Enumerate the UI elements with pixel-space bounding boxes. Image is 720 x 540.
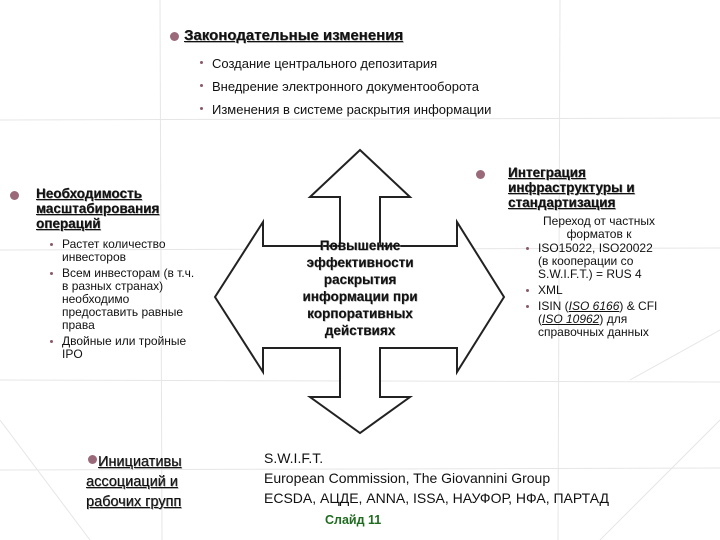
- center-text: Повышение эффективности раскрытия информации при корпоративных действиях: [302, 238, 418, 338]
- participant-line: S.W.I.F.T.: [264, 450, 324, 466]
- list-item: Изменения в системе раскрытия информации: [196, 98, 491, 121]
- list-item: Внедрение электронного документооборота: [196, 75, 491, 98]
- bottom-heading-bullet: [88, 455, 97, 464]
- participants: [264, 448, 714, 508]
- top-heading: Законодательные изменения: [184, 27, 404, 44]
- list-item: Создание центрального депозитария: [196, 52, 491, 75]
- top-list: [196, 52, 491, 121]
- right-intro: Переход от частных форматов к: [543, 214, 655, 241]
- participant-line: European Commission, The Giovannini Group: [264, 470, 551, 486]
- left-list: [46, 238, 236, 361]
- bottom-heading: Инициативы ассоциаций и рабочих групп: [86, 454, 182, 510]
- right-list: [522, 242, 712, 339]
- list-item: Двойные или тройные IPO: [46, 335, 236, 361]
- list-item: Растет количество инвесторов: [46, 238, 236, 264]
- list-item: ISO15022, ISO20022 (в кооперации со S.W.I.F.T.) = RUS 4: [522, 242, 712, 281]
- list-item: XML: [522, 284, 712, 297]
- top-heading-bullet: [170, 32, 179, 41]
- right-heading: Интеграция инфраструктуры и стандартизация: [508, 165, 635, 210]
- left-heading-bullet: [10, 191, 19, 200]
- right-heading-bullet: [476, 170, 485, 179]
- bottom-left-section: [86, 452, 256, 512]
- list-item: ISIN (ISO 6166) & CFI (ISO 10962) для справочных данных: [522, 300, 712, 339]
- participant-line: ECSDA, АЦДЕ, ANNA, ISSA, НАУФОР, НФА, ПАРТАД: [264, 490, 609, 506]
- slide-label: Слайд 11: [325, 513, 382, 527]
- left-heading: Необходимость масштабирования операций: [36, 186, 160, 231]
- list-item: Всем инвесторам (в т.ч. в разных странах) необходимо предоставить равные права: [46, 267, 236, 332]
